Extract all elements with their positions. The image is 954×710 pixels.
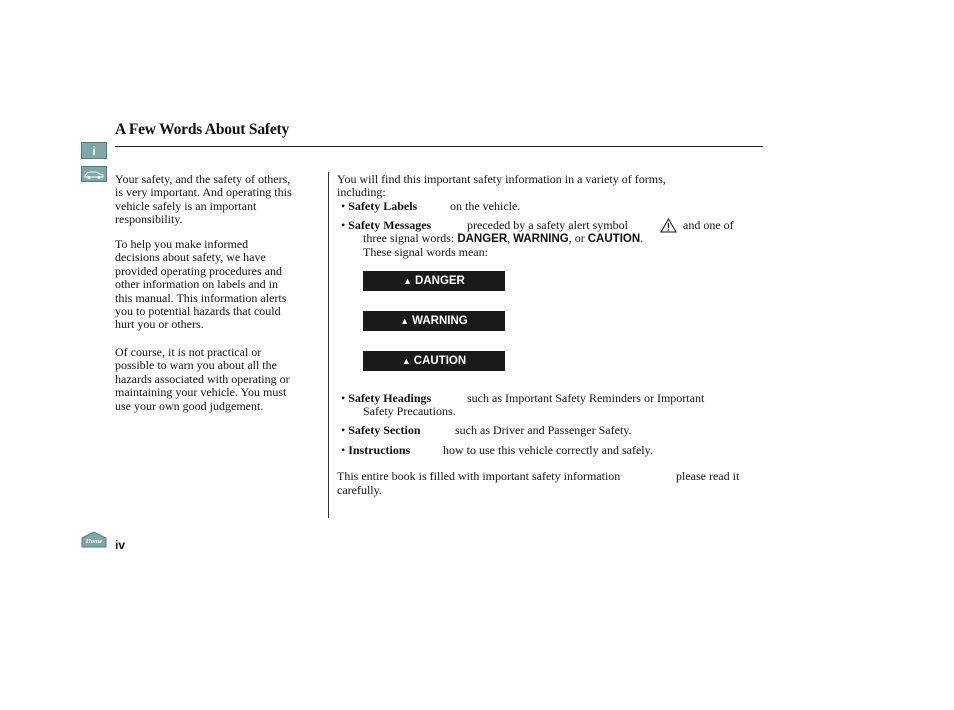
page-number: iv: [115, 538, 126, 552]
intro-paragraph: [115, 173, 320, 227]
bullet-dot: •: [341, 391, 346, 405]
signal-words-mean: These signal words mean:: [363, 245, 488, 259]
closing-text-end: please read it: [676, 469, 740, 483]
word-danger: DANGER: [457, 233, 508, 245]
term-safety-headings: Safety Headings: [348, 391, 432, 405]
text-line: possible to warn you about all the: [115, 358, 277, 373]
text-line: decisions about safety, we have: [115, 250, 266, 265]
text-line: Of course, it is not practical or: [115, 345, 262, 359]
text-line: use your own good judgement.: [115, 398, 264, 413]
text-line: is very important. And operating this: [115, 185, 292, 200]
safety-section-text: such as Driver and Passenger Safety.: [455, 423, 632, 437]
safety-alert-icon: [660, 218, 677, 233]
bullet-safety-section: [341, 424, 421, 437]
informed-paragraph: [115, 238, 320, 332]
text-line: this manual. This information alerts: [115, 290, 287, 305]
text-line: including:: [337, 185, 386, 200]
bullet-dot: •: [341, 199, 346, 213]
forms-intro: [337, 173, 666, 200]
text-line: responsibility.: [115, 212, 183, 227]
text-line: You will find this important safety information in a variety of forms,: [337, 172, 666, 186]
period: .: [640, 231, 644, 245]
text-line: provided operating procedures and: [115, 263, 282, 278]
word-caution: CAUTION: [587, 233, 641, 245]
safety-messages-text: preceded by a safety alert symbol: [467, 218, 628, 232]
term-safety-section: Safety Section: [348, 423, 421, 437]
term-safety-labels: Safety Labels: [348, 199, 418, 213]
or-text: , or: [568, 231, 588, 245]
text-line: other information on labels and in: [115, 277, 278, 292]
page-title: A Few Words About Safety: [115, 121, 290, 138]
warning-triangle-icon: ▲: [400, 316, 410, 326]
closing-text: This entire book is filled with important safety information: [337, 469, 621, 483]
danger-signal-box: [363, 271, 505, 291]
warning-triangle-icon: ▲: [401, 356, 411, 366]
bullet-instructions: [341, 444, 410, 457]
text-line: To help you make informed: [115, 237, 249, 251]
safety-messages-text-end: and one of: [683, 218, 734, 232]
closing-text-2: carefully.: [337, 483, 382, 497]
text-line: vehicle safely is an important: [115, 198, 257, 213]
bullet-dot: •: [341, 423, 346, 437]
bullet-dot: •: [341, 443, 346, 457]
signal-words-prefix: three signal words:: [363, 231, 458, 245]
term-instructions: Instructions: [348, 443, 411, 457]
info-glyph: i: [92, 143, 96, 158]
info-icon[interactable]: [81, 142, 107, 159]
car-icon[interactable]: [81, 166, 107, 182]
home-label: Home: [85, 538, 103, 545]
bullet-safety-labels: [341, 200, 417, 213]
text-line: hurt you or others.: [115, 317, 204, 332]
warning-triangle-icon: ▲: [403, 276, 413, 286]
comma: ,: [507, 231, 514, 245]
text-line: hazards associated with operating or: [115, 371, 290, 386]
judgement-paragraph: [115, 346, 320, 413]
home-icon[interactable]: [81, 531, 107, 548]
warning-label: WARNING: [412, 315, 468, 327]
bullet-dot: •: [341, 218, 346, 232]
caution-signal-box: [363, 351, 505, 371]
caution-label: CAUTION: [413, 355, 467, 367]
column-divider: [328, 172, 329, 518]
text-line: you to potential hazards that could: [115, 304, 281, 319]
word-warning: WARNING: [513, 233, 569, 245]
safety-headings-text-2: Safety Precautions.: [363, 404, 456, 418]
text-line: Your safety, and the safety of others,: [115, 172, 291, 186]
text-line: maintaining your vehicle. You must: [115, 385, 287, 400]
safety-headings-text: such as Important Safety Reminders or Important: [467, 391, 705, 405]
term-safety-messages: Safety Messages: [348, 218, 432, 232]
instructions-text: how to use this vehicle correctly and safely.: [443, 443, 653, 457]
warning-signal-box: [363, 311, 505, 331]
title-divider: [115, 146, 763, 147]
danger-label: DANGER: [415, 275, 465, 287]
safety-labels-text: on the vehicle.: [450, 199, 521, 213]
car-icon-graphic: [82, 167, 106, 181]
